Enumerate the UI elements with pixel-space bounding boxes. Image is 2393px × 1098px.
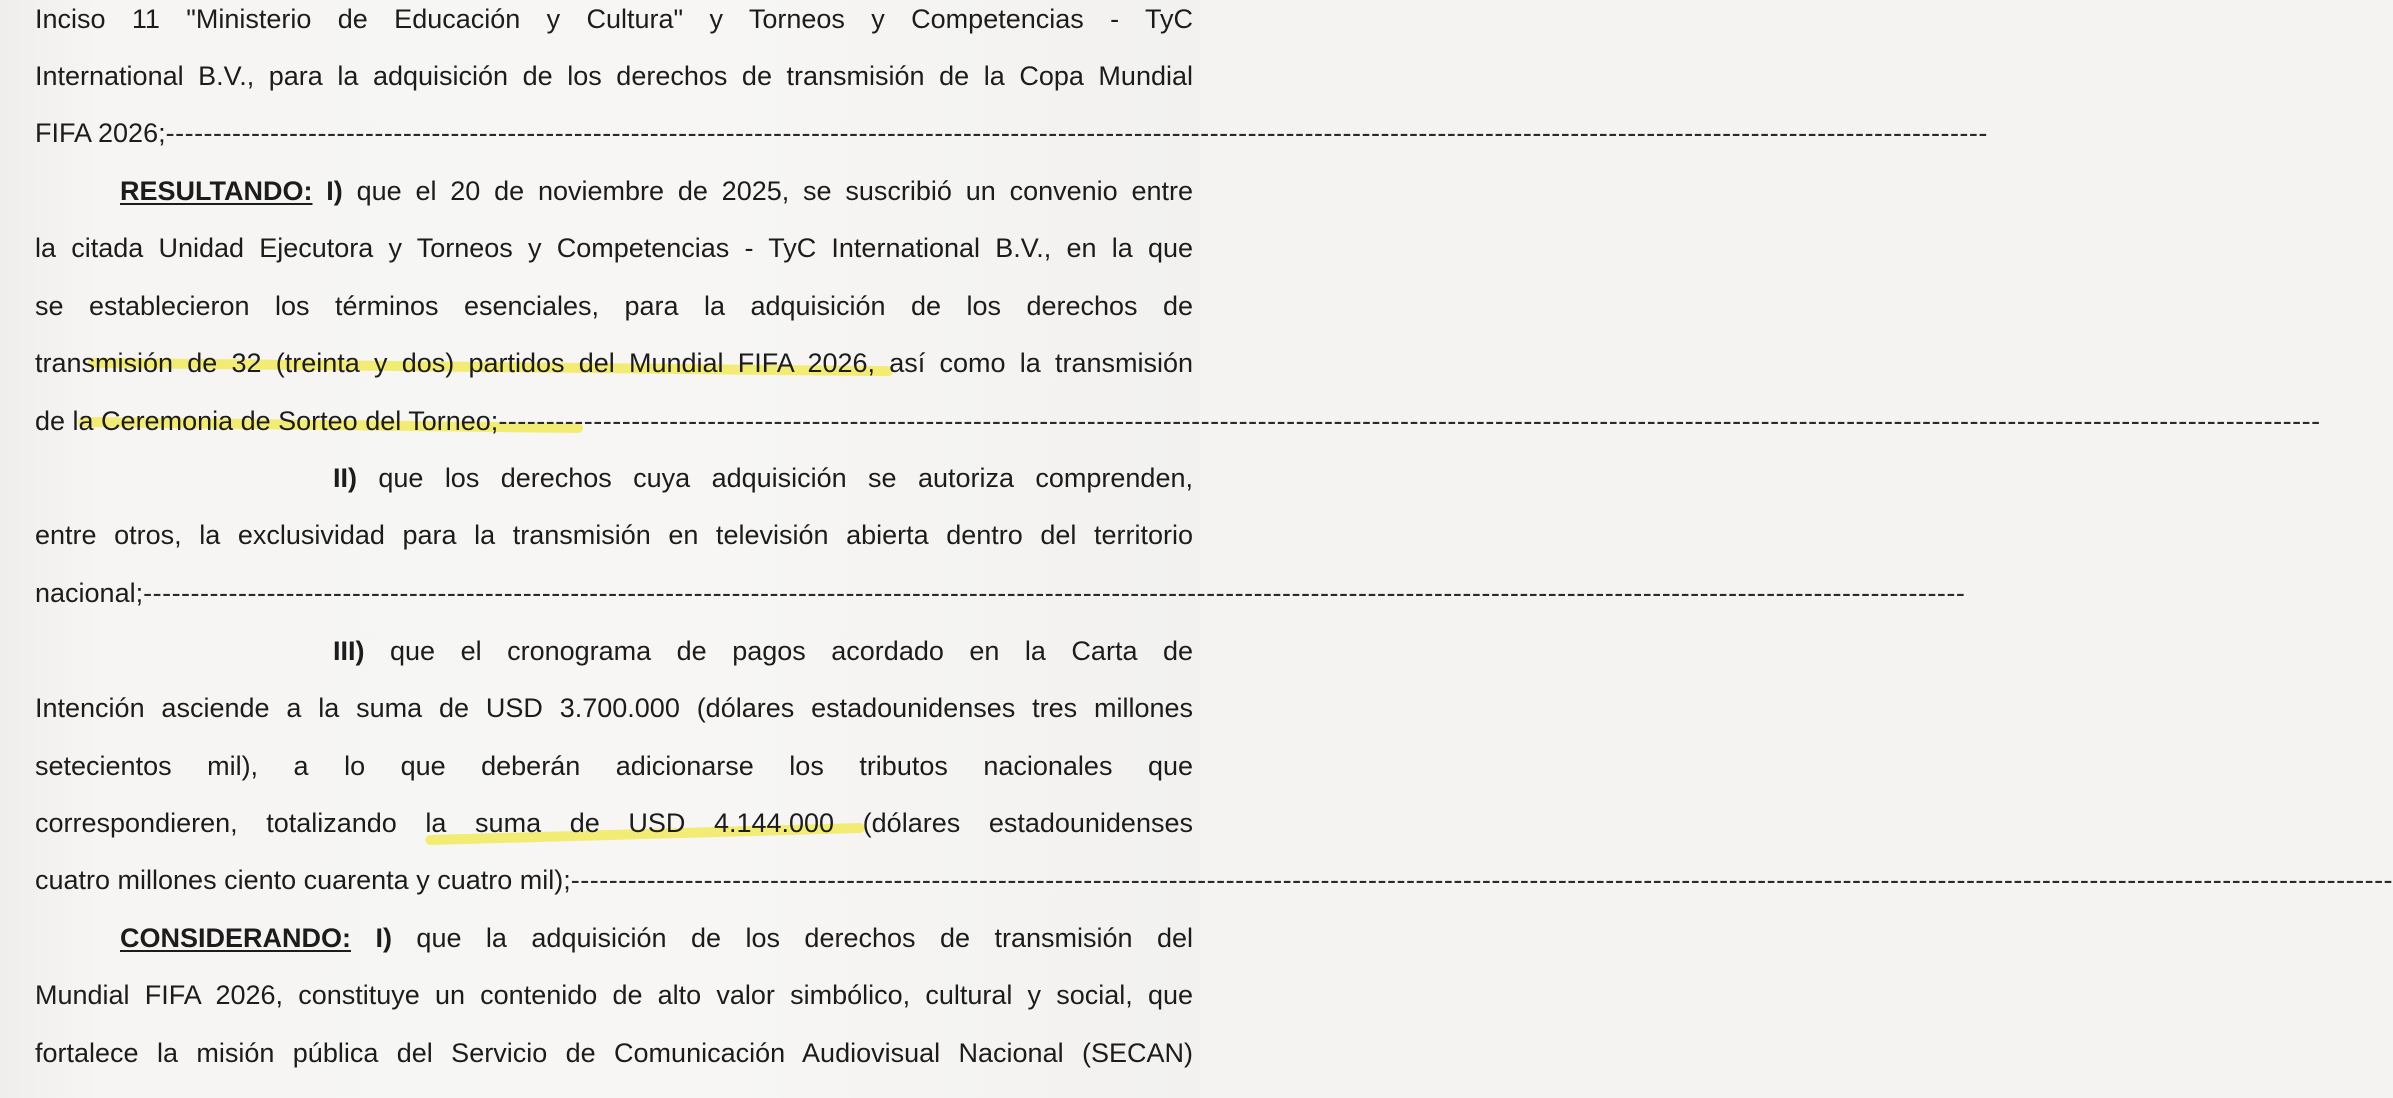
paragraph-line bbox=[35, 220, 1193, 276]
item-marker-i: I) bbox=[312, 176, 343, 206]
line-text: correspondieren, totalizando la suma de USD 4.144.000 (dólares estadounidenses bbox=[35, 808, 1193, 838]
resultando-heading: RESULTANDO: bbox=[120, 176, 313, 206]
line-text: se establecieron los términos esenciales, para la adquisición de los derechos de bbox=[35, 291, 1193, 321]
considerando-line bbox=[120, 910, 1193, 966]
paragraph-line bbox=[35, 335, 1193, 391]
paragraph-line-with-dashes bbox=[35, 393, 2321, 449]
line-text: Inciso 11 "Ministerio de Educación y Cultura" y Torneos y Competencias - TyC bbox=[35, 4, 1193, 34]
considerando-heading: CONSIDERANDO: bbox=[120, 923, 352, 953]
line-text: entre otros, la exclusividad para la transmisión en televisión abierta dentro del territorio bbox=[35, 520, 1193, 550]
line-text: setecientos mil), a lo que deberán adicionarse los tributos nacionales que bbox=[35, 751, 1193, 781]
resultando-line bbox=[120, 163, 1193, 219]
paragraph-line bbox=[35, 48, 1193, 104]
line-text: Mundial FIFA 2026, constituye un contenido de alto valor simbólico, cultural y social, que bbox=[35, 980, 1193, 1010]
dash-filler: ------------------------------------------------------------------------------------------------------------------------------------------------------------------------------------------------ bbox=[165, 118, 1988, 148]
line-text: que la adquisición de los derechos de transmisión del bbox=[391, 923, 1193, 953]
dash-filler: ------------------------------------------------------------------------------------------------------------------------------------------------------------------------------------------------ bbox=[143, 578, 1966, 608]
line-text: la citada Unidad Ejecutora y Torneos y Competencias - TyC International B.V., en la que bbox=[35, 233, 1193, 263]
dash-filler: ------------------------------------------------------------------------------------------------------------------------------------------------------------------------------------------------ bbox=[498, 406, 2321, 436]
paragraph-line bbox=[35, 680, 1193, 736]
paragraph-line bbox=[35, 967, 1193, 1023]
item-marker-ii: II) bbox=[333, 463, 357, 493]
resultando-item-iii bbox=[333, 623, 1193, 679]
line-text: que el 20 de noviembre de 2025, se suscribió un convenio entre bbox=[342, 176, 1193, 206]
paragraph-line bbox=[35, 738, 1193, 794]
line-text: fortalece la misión pública del Servicio de Comunicación Audiovisual Nacional (SECAN) bbox=[35, 1038, 1193, 1068]
line-text: International B.V., para la adquisición de los derechos de transmisión de la Copa Mundial bbox=[35, 61, 1193, 91]
line-text: Intención asciende a la suma de USD 3.700.000 (dólares estadounidenses tres millones bbox=[35, 693, 1193, 723]
paragraph-line bbox=[35, 507, 1193, 563]
line-text: de la Ceremonia de Sorteo del Torneo; bbox=[35, 406, 499, 436]
line-text: cuatro millones ciento cuarenta y cuatro mil); bbox=[35, 865, 571, 895]
item-marker-iii: III) bbox=[333, 636, 365, 666]
line-text: transmisión de 32 (treinta y dos) partidos del Mundial FIFA 2026, así como la transmisión bbox=[35, 348, 1193, 378]
paragraph-line-with-dashes bbox=[35, 852, 2393, 908]
line-text: FIFA 2026; bbox=[35, 118, 166, 148]
line-text: nacional; bbox=[35, 578, 144, 608]
resultando-item-ii bbox=[333, 450, 1193, 506]
line-text: que el cronograma de pagos acordado en la Carta de bbox=[364, 636, 1193, 666]
dash-filler: ------------------------------------------------------------------------------------------------------------------------------------------------------------------------------------------------ bbox=[570, 865, 2393, 895]
paragraph-line bbox=[35, 0, 1193, 47]
paragraph-line-with-dashes bbox=[35, 105, 1988, 161]
paragraph-line bbox=[35, 278, 1193, 334]
line-text: que los derechos cuya adquisición se autoriza comprenden, bbox=[357, 463, 1193, 493]
paragraph-line-with-dashes bbox=[35, 565, 1966, 621]
paragraph-line bbox=[35, 795, 1193, 851]
paragraph-line bbox=[35, 1025, 1193, 1081]
item-marker-i: I) bbox=[351, 923, 392, 953]
